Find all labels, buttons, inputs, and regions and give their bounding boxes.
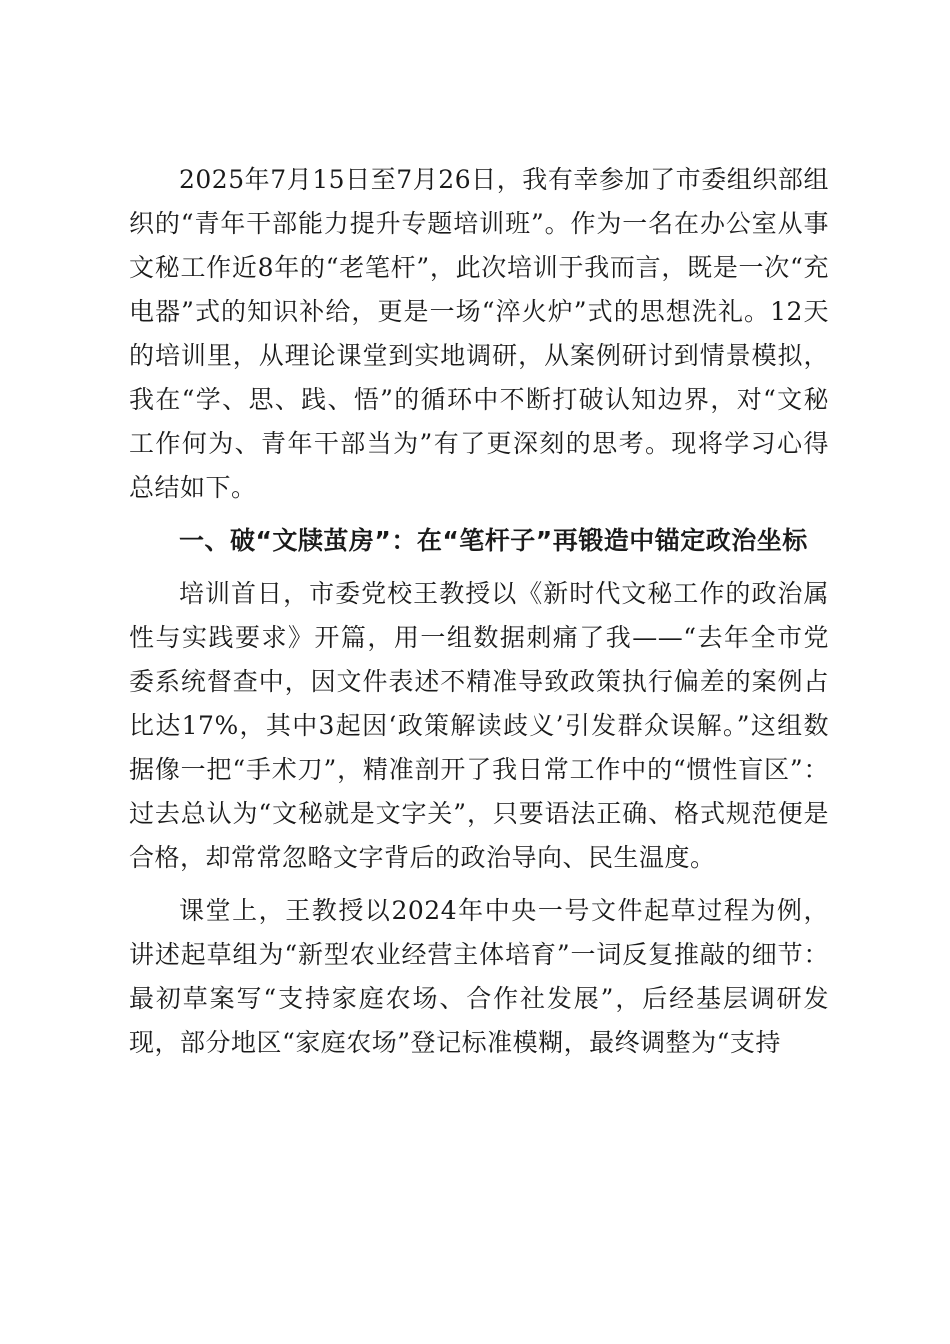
section-heading-1: 一、破“文牍茧房”：在“笔杆子”再锻造中锚定政治坐标 xyxy=(179,526,808,555)
intro-paragraph: 2025年7月15日至7月26日，我有幸参加了市委组织部组织的“青年干部能力提升专题培训班”。作为一名在办公室从事文秘工作近8年的“老笔杆”，此次培训于我而言，既是一次“充电器”式的知识补给，更是一场“淬火炉”式的思想洗礼。12天的培训里，从理论课堂到实地调研，从案例研讨到情景模拟，我在“学、思、践、悟”的循环中不断打破认知边界，对“文秘工作何为、青年干部当为”有了更深刻的思考。现将学习心得总结如下。 xyxy=(129,165,829,502)
section-1-paragraph-2: 课堂上，王教授以2024年中央一号文件起草过程为例，讲述起草组为“新型农业经营主体培育”一词反复推敲的细节：最初草案写“支持家庭农场、合作社发展”，后经基层调研发现，部分地区“家庭农场”登记标准模糊，最终调整为“支持 xyxy=(129,896,829,1057)
document-page xyxy=(129,158,829,1074)
section-1-paragraph-1: 培训首日，市委党校王教授以《新时代文秘工作的政治属性与实践要求》开篇，用一组数据刺痛了我——“去年全市党委系统督查中，因文件表述不精准导致政策执行偏差的案例占比达17%，其中3起因‘政策解读歧义’引发群众误解。”这组数据像一把“手术刀”，精准剖开了我日常工作中的“惯性盲区”：过去总认为“文秘就是文字关”，只要语法正确、格式规范便是合格，却常常忽略文字背后的政治导向、民生温度。 xyxy=(129,579,829,872)
